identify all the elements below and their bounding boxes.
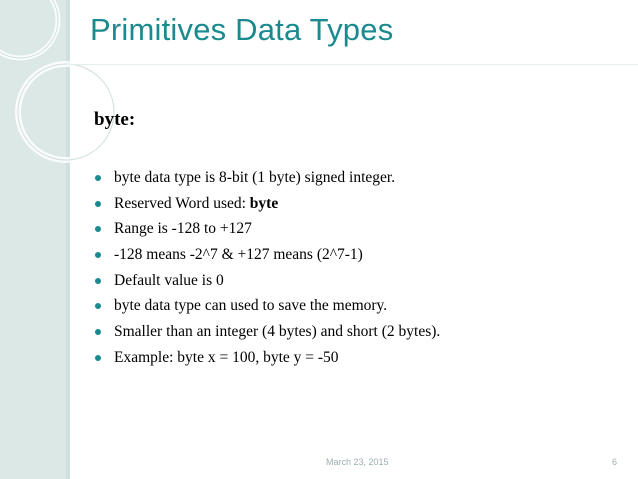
slide-title: Primitives Data Types: [90, 12, 394, 47]
bullet-item: [92, 219, 612, 245]
bullet-dot-icon: [95, 278, 101, 284]
bullet-bold-keyword: byte: [249, 194, 279, 212]
bullet-dot-icon: [95, 226, 101, 232]
bullet-text: -128 means -2^7 & +127 means (2^7-1): [114, 246, 363, 264]
bullet-text: Range is -128 to +127: [114, 220, 252, 238]
bullet-dot-icon: [95, 175, 101, 181]
bullet-item: [92, 245, 612, 271]
bullet-item: [92, 271, 612, 297]
bullet-text: Smaller than an integer (4 bytes) and short (2 bytes).: [114, 323, 441, 341]
bullet-dot-icon: [95, 252, 101, 258]
bullet-dot-icon: [95, 355, 101, 361]
bullet-item: [92, 168, 612, 194]
title-rule: [66, 64, 638, 65]
bullet-text: Example: byte x = 100, byte y = -50: [114, 348, 339, 366]
bullet-dot-icon: [95, 201, 101, 207]
bullet-item: [92, 194, 612, 220]
bullet-list: [92, 168, 612, 374]
bullet-text: Default value is 0: [114, 271, 224, 289]
bullet-dot-icon: [95, 303, 101, 309]
bullet-item: [92, 348, 612, 374]
footer-page-number: 6: [612, 457, 618, 467]
subheading: byte:: [94, 109, 136, 130]
bullet-item: [92, 296, 612, 322]
footer-date: March 23, 2015: [326, 457, 389, 467]
bullet-text: Reserved Word used:: [114, 194, 250, 212]
bullet-dot-icon: [95, 329, 101, 335]
bullet-item: [92, 322, 612, 348]
bullet-text: byte data type is 8-bit (1 byte) signed integer.: [114, 169, 396, 186]
bullet-text: byte data type can used to save the memory.: [114, 297, 388, 315]
